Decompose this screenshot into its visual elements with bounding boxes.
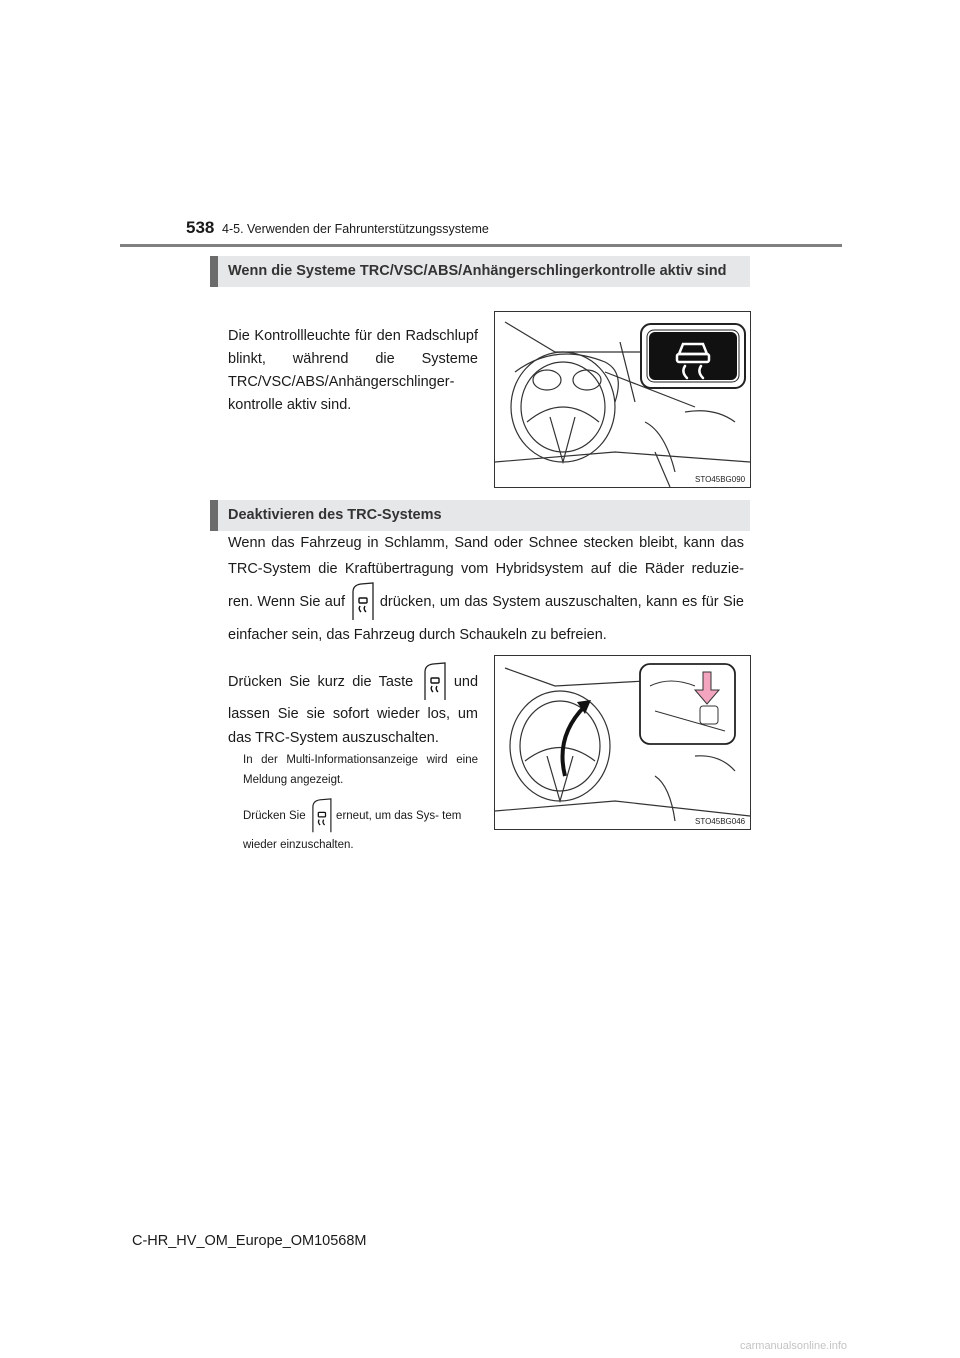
vsc-off-button-icon (421, 662, 447, 702)
section-heading-deactivate-trc: Deaktivieren des TRC-Systems (210, 500, 750, 531)
paragraph-text-b: drücken, um das System auszuschalten, kann es für Sie einfacher sein, das Fahrzeug durch Schaukeln zu befreien. (228, 593, 744, 643)
figure-dashboard-indicator (494, 311, 751, 488)
instruction-text-b: und lassen Sie sie sofort wieder los, um das TRC-System auszuschalten. (228, 673, 479, 746)
note-text-b: erneut, um das Sys- tem wieder einzuschalten. (243, 810, 462, 851)
section1-body: Die Kontrollleuchte für den Radschlupf blinkt, während die Systeme TRC/VSC/ABS/Anhängerschlinger- kontrolle aktiv sind. (228, 328, 478, 413)
steering-wheel-illustration (495, 656, 750, 829)
page-number: 538 (186, 218, 215, 237)
document-id: C-HR_HV_OM_Europe_OM10568M (132, 1233, 367, 1249)
note-reactivate (243, 798, 478, 856)
watermark: carmanualsonline.info (740, 1340, 848, 1352)
header-rule (120, 244, 842, 247)
note-message: In der Multi-Informationsanzeige wird eine Meldung angezeigt. (243, 754, 478, 786)
paragraph-text-a: Wenn das Fahrzeug in Schlamm, Sand oder Schnee stecken bleibt, kann das TRC-System die Kraftübertragung vom Hybridsystem auf die Räder reduzie- ren. Wenn Sie auf (228, 535, 744, 610)
vsc-off-button-icon (309, 798, 333, 834)
instruction-text-a: Drücken Sie kurz die Taste (228, 673, 414, 690)
section-heading-active-systems: Wenn die Systeme TRC/VSC/ABS/Anhängerschlingerkontrolle aktiv sind (210, 256, 750, 287)
vsc-off-button-icon (349, 582, 375, 622)
figure-button-location (494, 655, 751, 830)
section2-paragraph (228, 530, 744, 648)
section2-instruction (228, 662, 478, 750)
figure-code: STO45BG046 (695, 817, 746, 826)
slip-indicator-icon (649, 332, 737, 380)
note-text-a: Drücken Sie (243, 810, 306, 823)
figure-code: STO45BG090 (695, 475, 746, 484)
chapter-title: 4-5. Verwenden der Fahrunterstützungssysteme (222, 222, 489, 236)
